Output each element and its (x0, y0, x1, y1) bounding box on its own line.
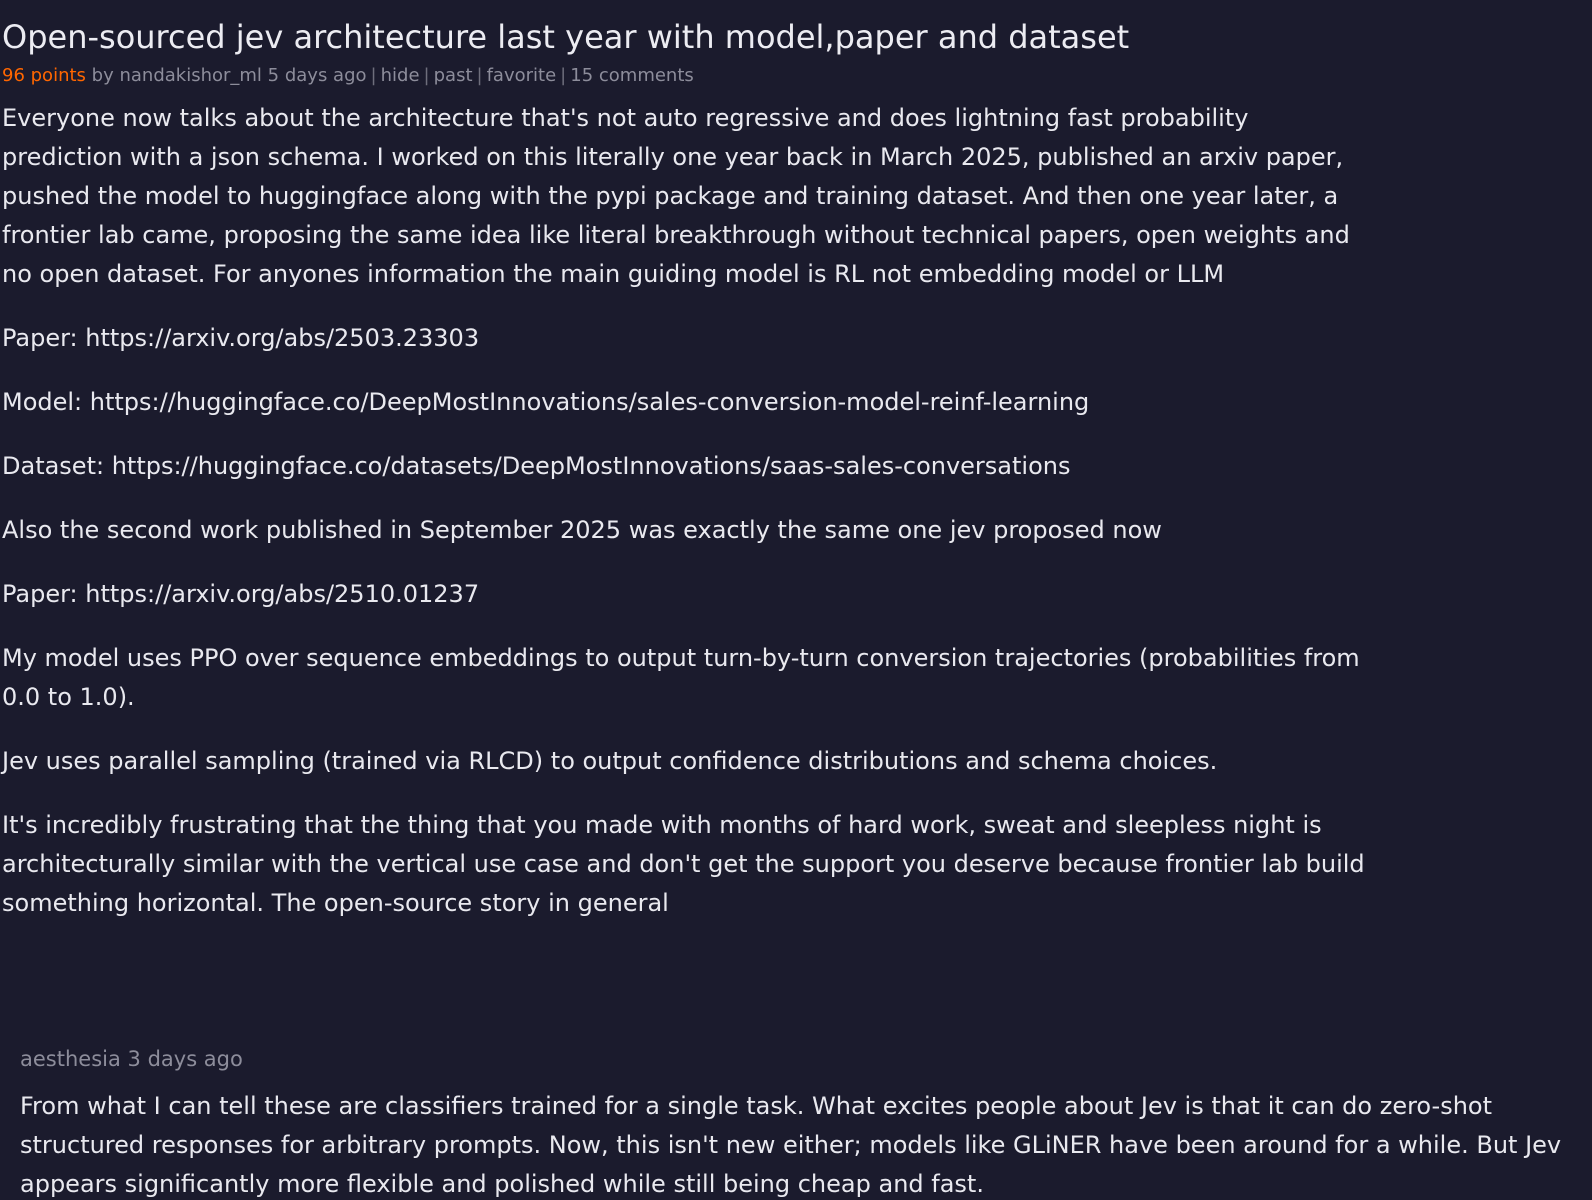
meta-separator: | (476, 65, 483, 86)
comment (20, 1046, 1590, 1200)
post-paragraph-dataset-link[interactable]: Dataset: https://huggingface.co/datasets/DeepMostInnovations/saas-sales-conversations (2, 452, 1071, 480)
post-paragraph-jev: Jev uses parallel sampling (trained via RLCD) to output confidence distributions and schema choices. (2, 747, 1218, 775)
post-meta (2, 64, 694, 87)
hide-link[interactable]: hide (380, 65, 420, 86)
post-paragraph-frustration: It's incredibly frustrating that the thing that you made with months of hard work, sweat and sleepless night is architecturally similar with the vertical use case and don't get the support you deserve because frontier lab build something horizontal. The open-source story in general (2, 811, 1365, 917)
post-title[interactable]: Open-sourced jev architecture last year with model,paper and dataset (2, 18, 1130, 56)
post-paragraph-paper-link-2[interactable]: Paper: https://arxiv.org/abs/2510.01237 (2, 580, 480, 608)
post-author-link[interactable]: nandakishor_ml (119, 65, 262, 86)
post-points: 96 points (2, 65, 86, 86)
meta-separator: | (560, 65, 567, 86)
comment-meta (20, 1046, 1590, 1073)
favorite-link[interactable]: favorite (486, 65, 557, 86)
comment-age-link[interactable]: 3 days ago (127, 1047, 243, 1071)
meta-separator: | (370, 65, 377, 86)
post-age-link[interactable]: 5 days ago (267, 65, 367, 86)
post-by-label: by (91, 65, 114, 86)
post-body (2, 99, 1372, 948)
post-paragraph-my-model: My model uses PPO over sequence embeddings to output turn-by-turn conversion trajectories (probabilities from 0.0 to 1.0). (2, 644, 1360, 711)
post-paragraph-model-link[interactable]: Model: https://huggingface.co/DeepMostInnovations/sales-conversion-model-reinf-learning (2, 388, 1090, 416)
past-link[interactable]: past (433, 65, 473, 86)
post-paragraph-intro: Everyone now talks about the architecture that's not auto regressive and does lightning fast probability prediction with a json schema. I worked on this literally one year back in March 2025, published an arxiv paper, pushed the model to huggingface along with the pypi package and training dataset. And then one year later, a frontier lab came, proposing the same idea like literal breakthrough without technical papers, open weights and no open dataset. For anyones information the main guiding model is RL not embedding model or LLM (2, 104, 1350, 288)
comment-author-link[interactable]: aesthesia (20, 1047, 121, 1071)
meta-separator: | (423, 65, 430, 86)
post-paragraph-paper-link[interactable]: Paper: https://arxiv.org/abs/2503.23303 (2, 324, 480, 352)
post-paragraph-second-work: Also the second work published in September 2025 was exactly the same one jev proposed now (2, 516, 1162, 544)
comment-text: From what I can tell these are classifiers trained for a single task. What excites people about Jev is that it can do zero-shot structured responses for arbitrary prompts. Now, this isn't new either; models like GLiNER have been around for a while. But Jev appears significantly more flexible and polished while still being cheap and fast. (20, 1092, 1562, 1199)
comments-link[interactable]: 15 comments (570, 65, 694, 86)
